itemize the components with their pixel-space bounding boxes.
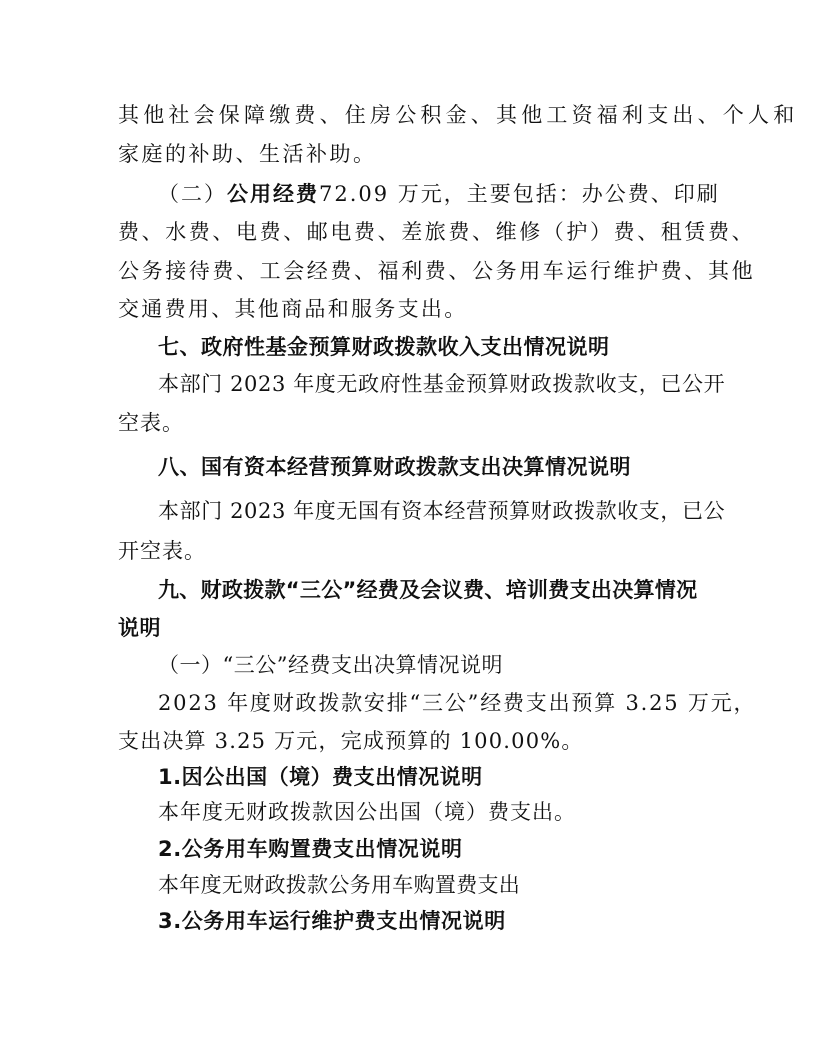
body-line-16: 本年度无财政拨款公务用车购置费支出 xyxy=(158,873,521,897)
body-line-10: 本部门 2023 年度无国有资本经营预算财政拨款收支，已公 xyxy=(158,499,726,523)
body-line-9: 空表。 xyxy=(118,411,184,435)
public-funds-label: 公用经费 xyxy=(227,182,319,206)
public-funds-text: 72.09 万元，主要包括：办公费、印刷 xyxy=(319,182,720,206)
section-heading-7: 七、政府性基金预算财政拨款收入支出情况说明 xyxy=(158,335,610,359)
body-line-6: 交通费用、其他商品和服务支出。 xyxy=(118,297,468,321)
body-line-8: 本部门 2023 年度无政府性基金预算财政拨款收支，已公开 xyxy=(158,372,726,396)
public-funds-paragraph-line xyxy=(158,180,720,208)
subsection-heading-1: （一）“三公”经费支出决算情况说明 xyxy=(158,653,503,677)
section-number: （二） xyxy=(158,182,227,206)
item-heading-1: 1.因公出国（境）费支出情况说明 xyxy=(158,765,483,789)
section-heading-9: 九、财政拨款“三公”经费及会议费、培训费支出决算情况 xyxy=(158,578,698,602)
body-line-2: 家庭的补助、生活补助。 xyxy=(118,142,377,166)
item-heading-2: 2.公务用车购置费支出情况说明 xyxy=(158,837,463,861)
body-line-11: 开空表。 xyxy=(118,539,206,563)
item-heading-3: 3.公务用车运行维护费支出情况说明 xyxy=(158,909,506,933)
body-line-14: 支出决算 3.25 万元，完成预算的 100.00%。 xyxy=(118,729,584,753)
body-line-4: 费、水费、电费、邮电费、差旅费、维修（护）费、租赁费、 xyxy=(118,220,756,244)
body-line-5: 公务接待费、工会经费、福利费、公务用车运行维护费、其他 xyxy=(118,259,756,283)
body-line-15: 本年度无财政拨款因公出国（境）费支出。 xyxy=(158,800,576,824)
body-line-13: 2023 年度财政拨款安排“三公”经费支出预算 3.25 万元， xyxy=(158,691,757,715)
body-line-1: 其他社会保障缴费、住房公积金、其他工资福利支出、个人和 xyxy=(118,103,799,127)
section-heading-8: 八、国有资本经营预算财政拨款支出决算情况说明 xyxy=(158,455,631,479)
section-heading-9-continued: 说明 xyxy=(118,616,161,640)
